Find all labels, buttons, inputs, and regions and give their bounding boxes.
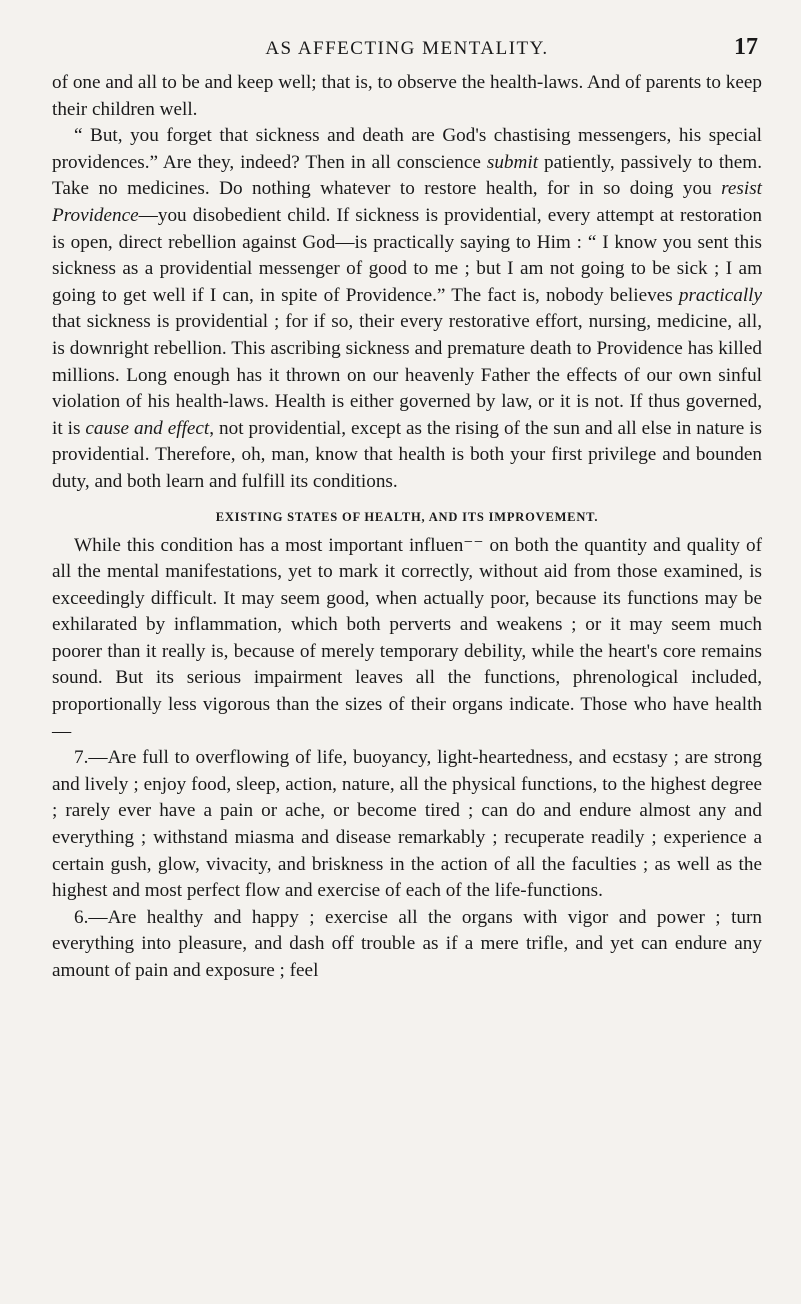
page-number: 17 xyxy=(734,34,758,60)
paragraph-4-text: 7.—Are full to overflowing of life, buoyancy, light-heartedness, and ecstasy ; are strong and lively ; enjoy food, sleep, action, nature, all the physical functions, to the highest degree ; rarely ever have a pain or ache, or become tired ; can do and endure almost any and everything ; withstand miasma and disease remarkably ; recuperate readily ; experience a certain gush, glow, vivacity, and briskness in the action of all the faculties ; as well as the highest and most perfect flow and exercise of each of the life-functions. xyxy=(52,747,762,902)
paragraph-3 xyxy=(52,533,762,746)
paragraph-2 xyxy=(52,123,762,495)
book-page xyxy=(52,34,762,985)
paragraph-2-emphasis-3: practically xyxy=(678,284,762,306)
paragraph-2-emphasis-1: submit xyxy=(486,151,539,173)
running-head xyxy=(52,34,762,70)
running-title: AS AFFECTING MENTALITY. xyxy=(265,38,549,59)
paragraph-1-text: of one and all to be and keep well; that is, to observe the health-laws. And of parents to keep their children well. xyxy=(52,72,762,120)
section-heading: EXISTING STATES OF HEALTH, AND ITS IMPROVEMENT. xyxy=(215,509,599,524)
paragraph-5 xyxy=(52,905,762,985)
paragraph-2-text-3: —you disobedient child. If sickness is providential, every attempt at restoration is open, direct rebellion against God—is practically saying to Him : “ I know you sent this sickness as a providential messenger of good to me ; but I am not going to be sick ; I am going to get well if I can, in spite of Providence.” The fact is, nobody believes xyxy=(52,204,762,306)
paragraph-4 xyxy=(52,745,762,905)
paragraph-2-text-5: , not providential, except as the rising of the sun and all else in nature is providential. Therefore, oh, man, know that health is both your first privilege and bounden duty, and both learn and fulfill its conditions. xyxy=(52,417,762,492)
paragraph-1 xyxy=(52,70,762,123)
paragraph-2-text-4: that sickness is providential ; for if so, their every restorative effort, nursing, medicine, all, is downright rebellion. This ascribing sickness and premature death to Providence has killed millions. Long enough has it thrown on our heavenly Father the effects of our own sinful violation of his health-laws. Health is either governed by law, or it is not. If thus governed, it is xyxy=(52,311,762,439)
paragraph-2-emphasis-2: resist Providence xyxy=(52,178,762,226)
paragraph-2-emphasis-4: cause and effect xyxy=(85,417,210,439)
paragraph-5-text: 6.—Are healthy and happy ; exercise all the organs with vigor and power ; turn everything into pleasure, and dash off trouble as if a mere trifle, and yet can endure any amount of pain and exposure ; feel xyxy=(52,906,762,981)
paragraph-2-text-2: patiently, passively to them. Take no medicines. Do nothing whatever to restore health, for in so doing you xyxy=(52,151,763,200)
paragraph-3-text: While this condition has a most important influen⁻⁻ on both the quantity and quality of all the mental manifestations, yet to mark it correctly, without aid from those examined, is exceedingly difficult. It may seem good, when actually poor, because its functions may be exhilarated by inflammation, which both perverts and weakens ; or it may seem much poorer than it really is, because of merely temporary debility, while the heart's core remains sound. But its serious impairment leaves all the functions, phrenological included, proportionally less vigorous than the sizes of their organs indicate. Those who have health— xyxy=(52,534,762,742)
paragraph-2-text-1: “ But, you forget that sickness and death are God's chastising messengers, his special providences.” Are they, indeed? Then in all conscience xyxy=(52,125,762,173)
